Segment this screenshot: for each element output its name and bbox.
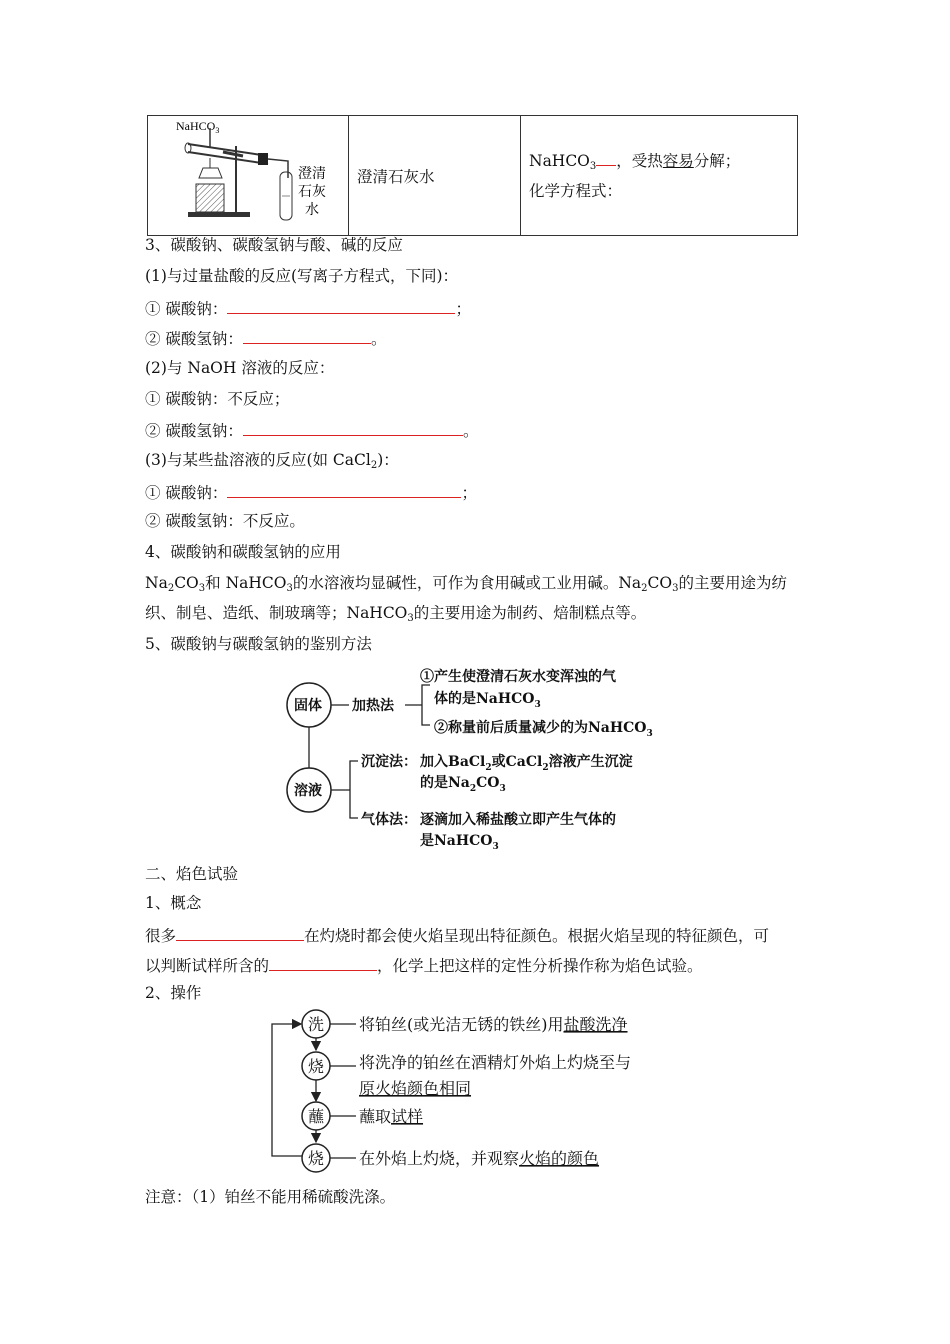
flame-concept: 1、概念 xyxy=(145,894,202,912)
answer-blank[interactable] xyxy=(269,954,377,971)
tube-label-2: 石灰 xyxy=(298,184,326,200)
s3-p3-1: ① 碳酸钠： ； xyxy=(145,481,477,503)
flame-concept-line1: 很多 在灼烧时都会使火焰呈现出特征颜色。根据火焰呈现的特征颜色，可 xyxy=(145,924,769,946)
step-4-text: 在外焰上灼烧，并观察火焰的颜色 xyxy=(359,1149,600,1168)
answer-blank[interactable] xyxy=(243,419,463,436)
answer-blank[interactable] xyxy=(227,297,455,314)
flame-note: 注意：（1）铂丝不能用稀硫酸洗涤。 xyxy=(145,1188,396,1206)
reagent-cell: 澄清石灰水 xyxy=(349,116,521,236)
step-1-char: 洗 xyxy=(308,1015,325,1034)
step-1-text: 将铂丝(或光洁无锈的铁丝)用盐酸洗净 xyxy=(359,1015,628,1034)
tube-label-3: 水 xyxy=(305,202,319,218)
experiment-table xyxy=(147,115,798,236)
apparatus-figure xyxy=(148,116,348,231)
step-2-text-a: 将洗净的铂丝在酒精灯外焰上灼烧至与 xyxy=(359,1053,632,1072)
apparatus-label: NaHCO$_3$ xyxy=(176,119,220,135)
precipitate-method: 沉淀法： xyxy=(361,754,417,770)
solution-label: 溶液 xyxy=(294,783,322,799)
s3-p1-a: ① 碳酸钠： ； xyxy=(145,297,471,319)
identification-diagram xyxy=(280,663,720,853)
flame-operation: 2、操作 xyxy=(145,984,202,1002)
solid-label: 固体 xyxy=(294,698,322,714)
flame-title: 二、焰色试验 xyxy=(145,865,239,883)
precipitate-result-b: 的是$Na_2CO_3$ xyxy=(420,775,506,794)
gas-result-a: 逐滴加入稀盐酸立即产生气体的 xyxy=(420,812,616,828)
apparatus-cell xyxy=(148,116,349,236)
s3-p2-b: ② 碳酸氢钠： 。 xyxy=(145,419,478,441)
section4-title: 4、碳酸钠和碳酸氢钠的应用 xyxy=(145,543,341,561)
step-2-text-b: 原火焰颜色相同 xyxy=(359,1079,472,1098)
gas-method: 气体法： xyxy=(361,812,417,828)
step-2-char: 烧 xyxy=(308,1057,325,1076)
s3-p3-2: ② 碳酸氢钠：不反应。 xyxy=(145,512,305,530)
flame-concept-line2: 以判断试样所含的 ，化学上把这样的定性分析操作称为焰色试验。 xyxy=(145,954,703,976)
conclusion-cell: NaHCO$_3$ ，受热容易分解； 化学方程式： xyxy=(521,116,798,236)
heat-result-1b: 体的是NaHCO$_3$ xyxy=(434,691,541,710)
s3-p2: (2)与 NaOH 溶液的反应： xyxy=(145,359,335,377)
table-row xyxy=(148,116,798,236)
answer-blank[interactable] xyxy=(243,327,371,344)
s3-p2-a: ① 碳酸钠：不反应； xyxy=(145,390,290,408)
tube-label-1: 澄清 xyxy=(298,166,326,182)
precipitate-result-a: 加入BaCl$_2$或CaCl$_2$溶液产生沉淀 xyxy=(420,754,633,773)
heat-method: 加热法 xyxy=(352,698,394,714)
s3-p1-b: ② 碳酸氢钠： 。 xyxy=(145,327,386,349)
s4-line2: 织、制皂、造纸、制玻璃等；NaHCO$_3$的主要用途为制药、焙制糕点等。 xyxy=(145,604,647,624)
gas-result-b: 是NaHCO$_3$ xyxy=(420,833,499,852)
heat-result-1a: ①产生使澄清石灰水变浑浊的气 xyxy=(420,669,616,685)
s4-line1: $Na_2CO_3$和 NaHCO$_3$的水溶液均显碱性，可作为食用碱或工业用碱。$Na_2CO_3$的主要用途为纺 xyxy=(145,574,787,594)
operation-flowchart xyxy=(262,1008,702,1178)
step-3-char: 蘸 xyxy=(308,1107,325,1126)
step-4-char: 烧 xyxy=(308,1149,325,1168)
section5-title: 5、碳酸钠与碳酸氢钠的鉴别方法 xyxy=(145,635,372,653)
s3-p1: (1)与过量盐酸的反应(写离子方程式，下同)： xyxy=(145,267,459,285)
answer-blank[interactable] xyxy=(227,481,461,498)
heat-result-2: ②称量前后质量减少的为NaHCO$_3$ xyxy=(434,720,653,739)
s3-p3: (3)与某些盐溶液的反应(如 CaCl$_2$)： xyxy=(145,451,399,471)
answer-blank[interactable] xyxy=(176,924,304,941)
section3-title: 3、碳酸钠、碳酸氢钠与酸、碱的反应 xyxy=(145,236,403,254)
step-3-text: 蘸取试样 xyxy=(359,1107,424,1126)
